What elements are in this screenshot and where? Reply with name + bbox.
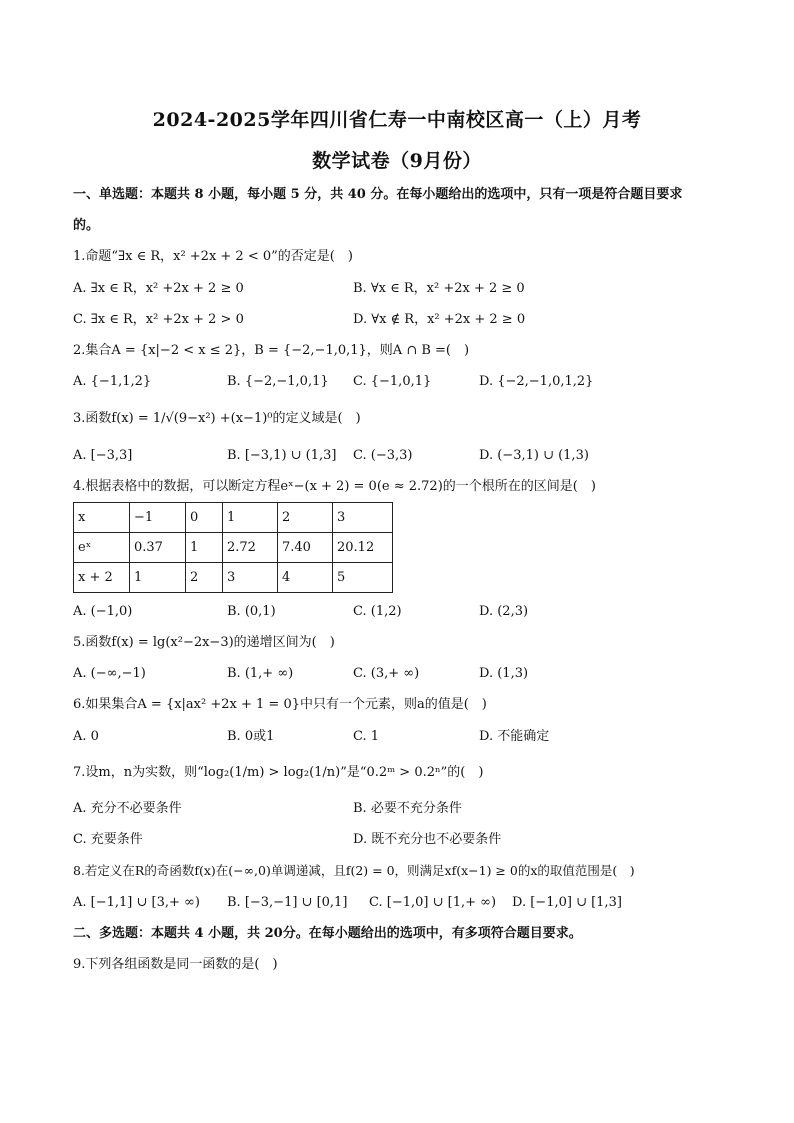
question-4-stem: 4.根据表格中的数据，可以断定方程eˣ−(x + 2) = 0(e ≈ 2.72)的一个根所在的区间是( ) bbox=[73, 479, 596, 494]
table-cell: 0.37 bbox=[130, 533, 186, 563]
question-7-option-c: C. 充要条件 bbox=[73, 832, 143, 847]
question-3-option-d: D. (−3,1) ∪ (1,3) bbox=[479, 448, 589, 463]
table-cell: −1 bbox=[130, 503, 186, 533]
question-3-option-a: A. [−3,3] bbox=[73, 448, 133, 463]
question-1-option-b: B. ∀x ∈ R，x² +2x + 2 ≥ 0 bbox=[353, 281, 525, 296]
question-3-option-c: C. (−3,3) bbox=[353, 448, 413, 463]
question-7-option-a: A. 充分不必要条件 bbox=[73, 801, 182, 816]
question-6-stem: 6.如果集合A = {x|ax² +2x + 1 = 0}中只有一个元素，则a的值是( ) bbox=[73, 697, 487, 712]
question-3-stem: 3.函数f(x) = 1/√(9−x²) +(x−1)⁰的定义域是( ) bbox=[73, 411, 361, 426]
question-9-stem: 9.下列各组函数是同一函数的是( ) bbox=[73, 957, 278, 972]
table-cell: eˣ bbox=[74, 533, 130, 563]
table-cell: 1 bbox=[130, 563, 186, 593]
page-subtitle: 数学试卷（9月份） bbox=[312, 150, 482, 172]
question-1-option-a: A. ∃x ∈ R，x² +2x + 2 ≥ 0 bbox=[73, 281, 244, 296]
table-cell: 7.40 bbox=[278, 533, 333, 563]
table-cell: 3 bbox=[333, 503, 393, 533]
question-6-option-d: D. 不能确定 bbox=[479, 729, 550, 744]
question-7-option-b: B. 必要不充分条件 bbox=[353, 801, 462, 816]
data-table bbox=[73, 502, 393, 593]
page-title: 2024-2025学年四川省仁寿一中南校区高一（上）月考 bbox=[152, 109, 642, 131]
question-1-option-d: D. ∀x ∉ R，x² +2x + 2 ≥ 0 bbox=[353, 312, 526, 327]
question-8-option-b: B. [−3,−1] ∪ [0,1] bbox=[227, 895, 348, 910]
question-5-option-d: D. (1,3) bbox=[479, 666, 529, 681]
table-cell: 2.72 bbox=[223, 533, 278, 563]
question-2-option-c: C. {−1,0,1} bbox=[353, 374, 432, 389]
table-cell: 0 bbox=[186, 503, 223, 533]
question-1-stem: 1.命题“∃x ∈ R，x² +2x + 2 < 0”的否定是( ) bbox=[73, 249, 353, 264]
question-4-option-c: C. (1,2) bbox=[353, 604, 402, 619]
table-cell: 2 bbox=[278, 503, 333, 533]
table-cell: 1 bbox=[186, 533, 223, 563]
question-5-option-a: A. (−∞,−1) bbox=[73, 666, 146, 681]
question-4-option-b: B. (0,1) bbox=[227, 604, 276, 619]
table-cell: 5 bbox=[333, 563, 393, 593]
table-cell: 1 bbox=[223, 503, 278, 533]
question-8-option-c: C. [−1,0] ∪ [1,+ ∞) bbox=[369, 895, 497, 910]
table-cell: x + 2 bbox=[74, 563, 130, 593]
table-row bbox=[74, 563, 393, 593]
section2-intro: 二、多选题：本题共 4 小题，共 20分。在每小题给出的选项中，有多项符合题目要求。 bbox=[73, 926, 582, 941]
question-2-option-a: A. {−1,1,2} bbox=[73, 374, 152, 389]
table-row bbox=[74, 503, 393, 533]
table-cell: x bbox=[74, 503, 130, 533]
table-cell: 2 bbox=[186, 563, 223, 593]
question-5-option-c: C. (3,+ ∞) bbox=[353, 666, 420, 681]
question-4-option-a: A. (−1,0) bbox=[73, 604, 133, 619]
table-cell: 3 bbox=[223, 563, 278, 593]
question-2-option-b: B. {−2,−1,0,1} bbox=[227, 374, 329, 389]
section1-intro-cont: 的。 bbox=[73, 218, 100, 233]
question-8-stem: 8.若定义在R的奇函数f(x)在(−∞,0)单调递减，且f(2) = 0，则满足xf(x−1) ≥ 0的x的取值范围是( ) bbox=[73, 863, 635, 878]
question-2-option-d: D. {−2,−1,0,1,2} bbox=[479, 374, 594, 389]
question-2-stem: 2.集合A = {x|−2 < x ≤ 2}，B = {−2,−1,0,1}，则A ∩ B =( ) bbox=[73, 343, 470, 358]
table-cell: 4 bbox=[278, 563, 333, 593]
question-7-stem: 7.设m，n为实数，则“log₂(1/m) > log₂(1/n)”是“0.2ᵐ > 0.2ⁿ”的( ) bbox=[73, 765, 484, 780]
question-8-option-a: A. [−1,1] ∪ [3,+ ∞) bbox=[73, 895, 200, 910]
question-8-option-d: D. [−1,0] ∪ [1,3] bbox=[512, 895, 622, 910]
question-5-stem: 5.函数f(x) = lg(x²−2x−3)的递增区间为( ) bbox=[73, 635, 335, 650]
question-6-option-b: B. 0或1 bbox=[227, 729, 275, 744]
question-5-option-b: B. (1,+ ∞) bbox=[227, 666, 294, 681]
question-6-option-c: C. 1 bbox=[353, 729, 380, 744]
question-7-option-d: D. 既不充分也不必要条件 bbox=[353, 832, 502, 847]
question-3-option-b: B. [−3,1) ∪ (1,3] bbox=[227, 448, 337, 463]
question-6-option-a: A. 0 bbox=[73, 729, 99, 744]
table-row bbox=[74, 533, 393, 563]
table-cell: 20.12 bbox=[333, 533, 393, 563]
question-1-option-c: C. ∃x ∈ R，x² +2x + 2 > 0 bbox=[73, 312, 244, 327]
section1-intro: 一、单选题：本题共 8 小题，每小题 5 分，共 40 分。在每小题给出的选项中，只有一项是符合题目要求 bbox=[73, 187, 683, 202]
question-4-option-d: D. (2,3) bbox=[479, 604, 529, 619]
